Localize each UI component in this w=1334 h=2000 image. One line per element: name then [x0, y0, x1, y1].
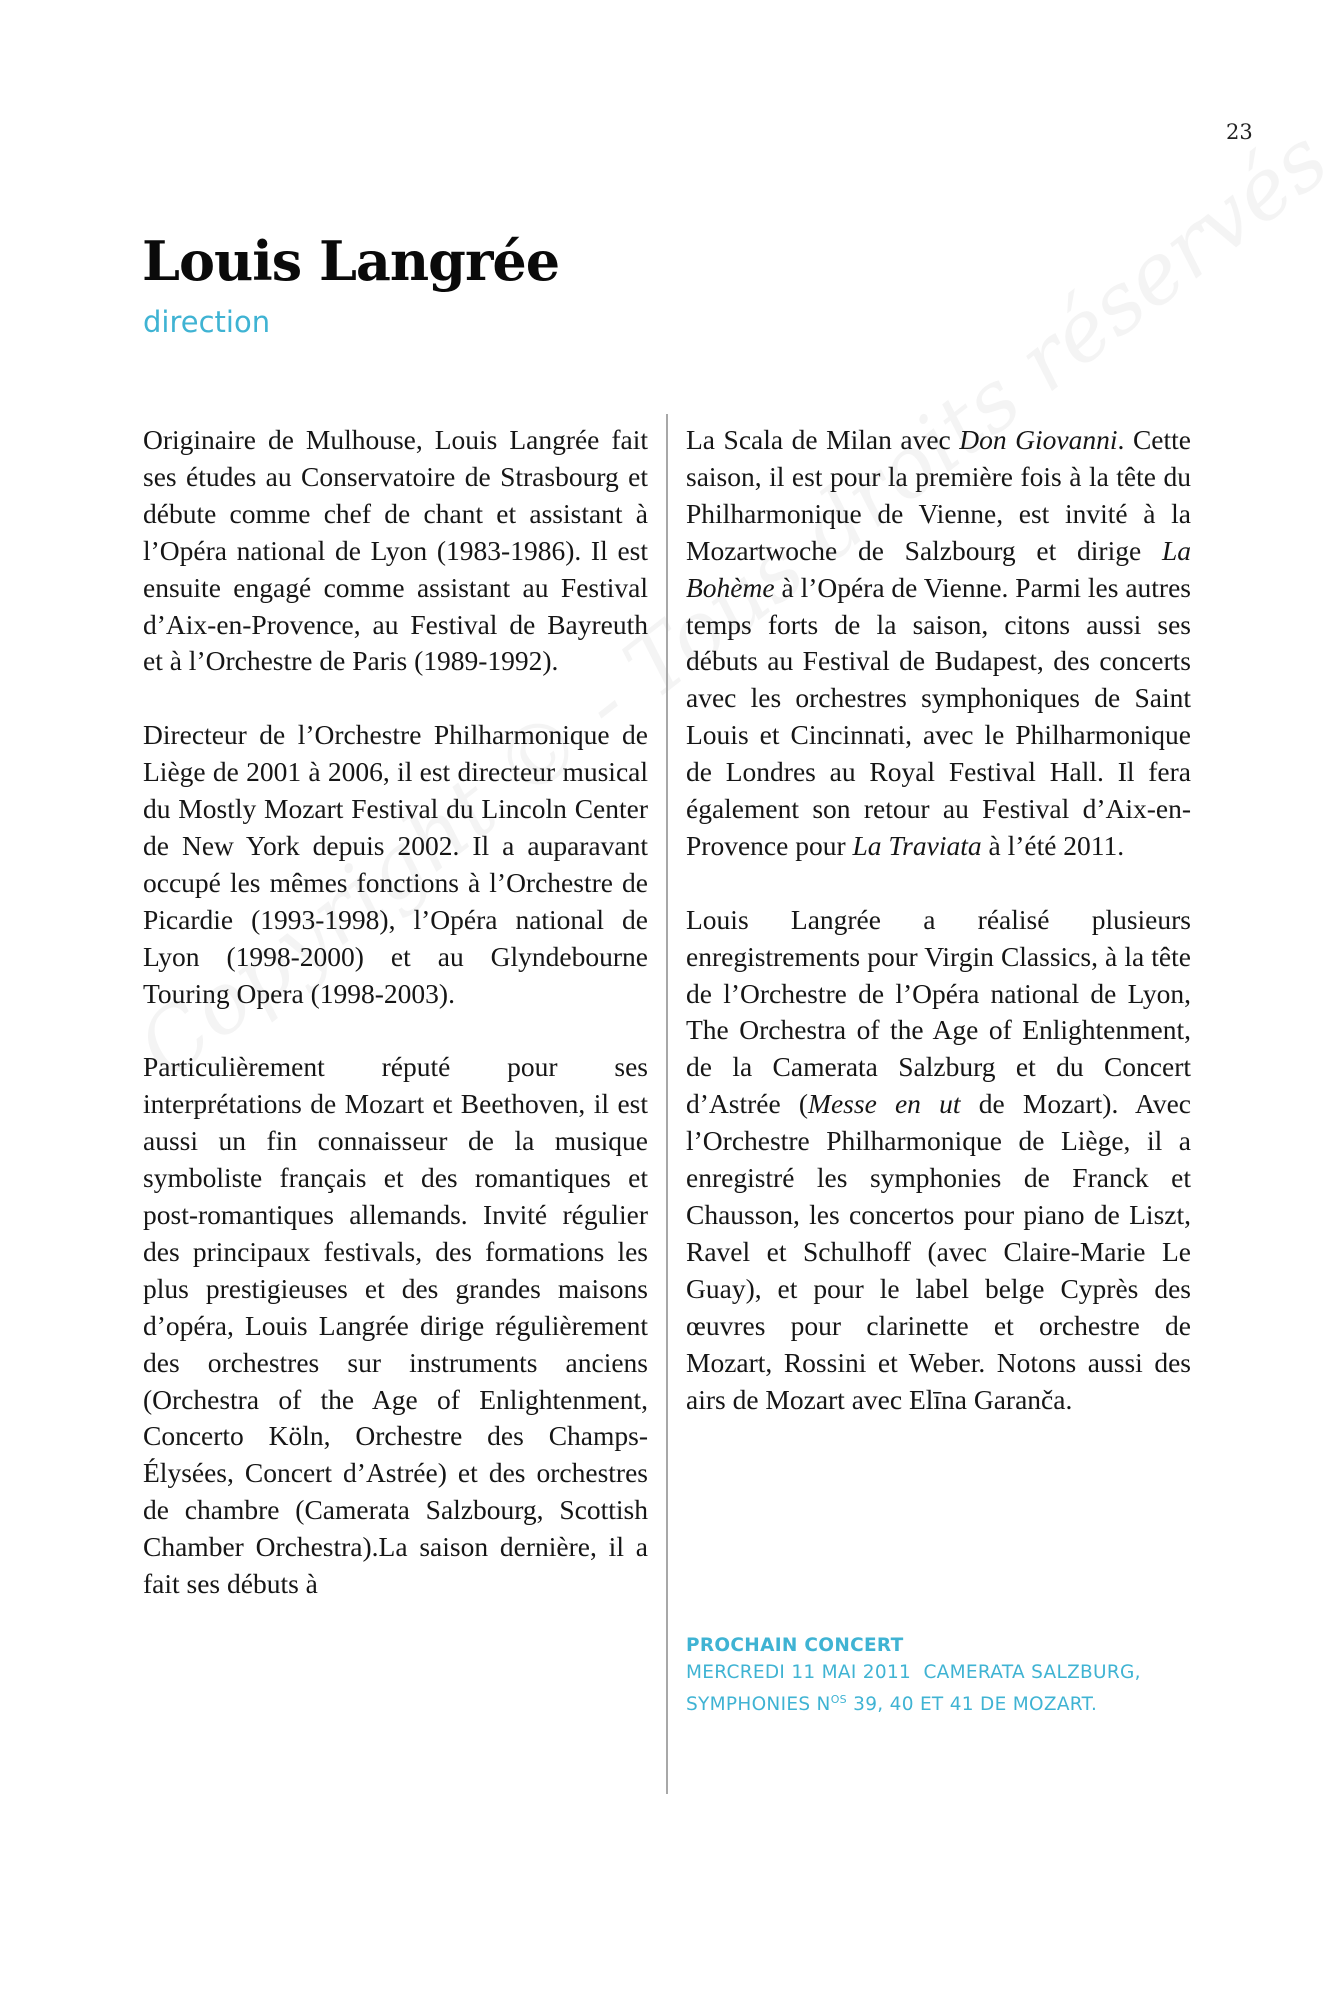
left-column [143, 422, 648, 1603]
role-subtitle: direction [143, 305, 271, 339]
text-run: La Scala de Milan avec [686, 424, 960, 455]
text-run: à l’été 2011. [981, 829, 1125, 861]
work-title: Messe en ut [808, 1088, 961, 1120]
superscript: OS [830, 1693, 847, 1706]
paragraph-origins: Originaire de Mulhouse, Louis Langrée fait ses études au Conservatoire de Strasbourg et débute comme chef de chant et assistant à l’Opéra national de Lyon (1983-1986). Il est ensuite engagé comme assistant au Festival d’Aix-en-Provence, au Festival de Bayreuth et à l’Orchestre de Paris (1989-1992). [143, 424, 648, 677]
next-concert-ensemble: CAMERATA SALZBURG, [923, 1662, 1141, 1683]
paragraph-season [686, 422, 1191, 865]
text-run: Louis Langrée a réalisé plusieurs enregistrements pour Virgin Classics, à la tête de l’Orchestre de l’Opéra national de Lyon, The Orchestra of the Age of Enlightenment, de la Camerata Salzburg et du Concert d’Astrée ( [686, 903, 1191, 1120]
column-divider [666, 414, 668, 1794]
page-number: 23 [1226, 120, 1253, 144]
paragraph-positions: Directeur de l’Orchestre Philharmonique de Liège de 2001 à 2006, il est directeur musical du Mostly Mozart Festival du Lincoln Center de New York depuis 2002. Il a auparavant occupé les mêmes fonctions à l’Orchestre de Picardie (1993-1998), l’Opéra national de Lyon (1998-2000) et au Glyndebourne Touring Opera (1998-2003). [143, 719, 648, 1009]
text-run: à l’Opéra de Vienne. Parmi les autres temps forts de la saison, citons aussi ses débuts au Festival de Budapest, des concerts avec les orchestres symphoniques de Saint Louis et Cincinnati, avec le Philharmonique de Londres au Royal Festival Hall. Il fera également son retour au Festival d’Aix-en-Provence pour [686, 571, 1191, 861]
text-run: . Cette saison, il est pour la première fois à la tête du Philharmonique de Vienne, est invité à la Mozartwoche de Salzbourg et dirige [686, 424, 1191, 566]
next-concert-date-line [686, 1659, 1206, 1686]
paragraph-repertoire: Particulièrement réputé pour ses interprétations de Mozart et Beethoven, il est aussi un fin connaisseur de la musique symboliste français et des romantiques et post-romantiques allemands. Invité régulier des principaux festivals, des formations les plus prestigieuses et des grandes maisons d’opéra, Louis Langrée dirige régulièrement des orchestres sur instruments anciens (Orchestra of the Age of Enlightenment, Concerto Köln, Orchestre des Champs-Élysées, Concert d’Astrée) et des orchestres de chambre (Camerata Salzbourg, Scottish Chamber Orchestra).La saison dernière, il a fait ses débuts à [143, 1051, 648, 1600]
opera-title: La Bohème [686, 534, 1191, 603]
opera-title: Don Giovanni [959, 424, 1118, 455]
opera-title: La Traviata [852, 829, 982, 861]
next-concert-date: MERCREDI 11 MAI 2011 [686, 1662, 912, 1683]
next-concert-program [686, 1686, 1206, 1718]
text-run: de Mozart). Avec l’Orchestre Philharmonique de Liège, il a enregistré les symphonies de Franck et Chausson, les concertos pour piano de Liszt, Ravel et Schulhoff (avec Claire-Marie Le Guay), et pour le label belge Cyprès des œuvres pour clarinette et orchestre de Mozart, Rossini et Weber. Notons aussi des airs de Mozart avec Elīna Garanča. [686, 1088, 1191, 1415]
page-title: Louis Langrée [142, 229, 560, 293]
text-run: 39, 40 ET 41 DE MOZART. [846, 1694, 1098, 1716]
text-run: SYMPHONIES N [686, 1694, 831, 1716]
paragraph-recordings [686, 902, 1191, 1419]
right-column [686, 422, 1191, 1418]
next-concert-label: PROCHAIN CONCERT [686, 1635, 904, 1656]
next-concert-box [686, 1632, 1206, 1718]
